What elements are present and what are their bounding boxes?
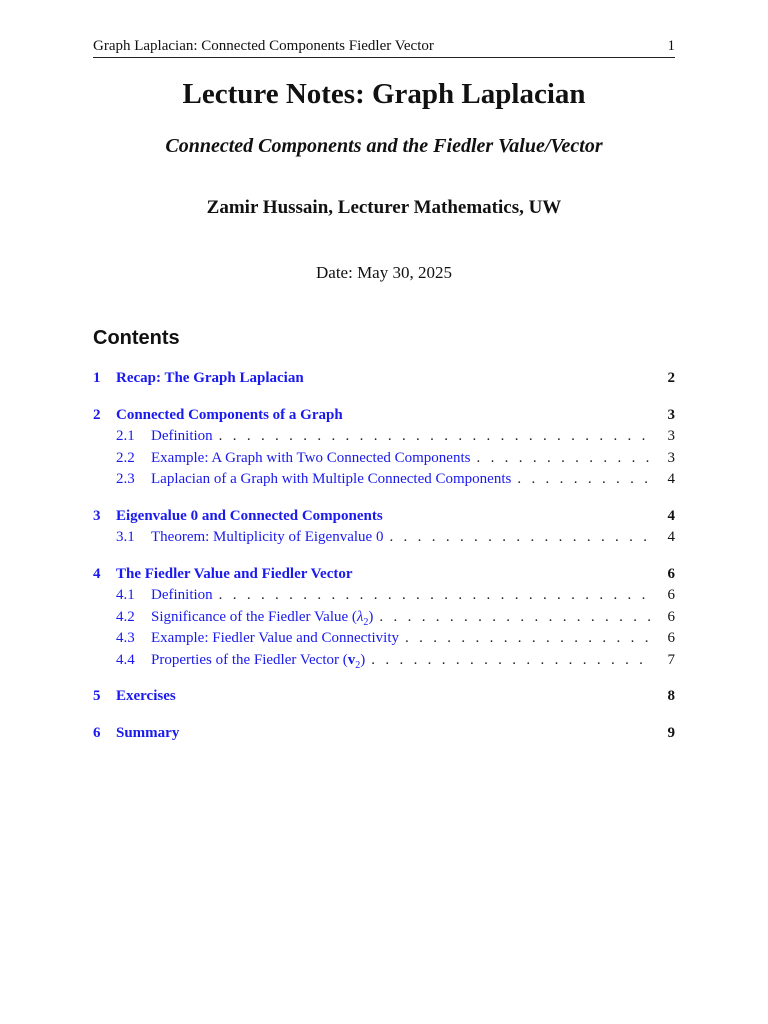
toc-subsection-number[interactable]: 4.3	[116, 630, 135, 646]
contents-heading: Contents	[93, 327, 180, 349]
v2-math: $v_2$	[347, 651, 361, 671]
toc-page-number: 4	[667, 507, 675, 524]
toc-page-number: 2	[667, 370, 675, 386]
toc-section-number[interactable]: 1	[93, 370, 101, 386]
dot-leader	[511, 469, 651, 491]
toc-section	[93, 686, 675, 708]
toc-section	[93, 405, 675, 491]
toc-page-number: 4	[667, 529, 675, 545]
toc-section-link[interactable]: Summary	[116, 724, 180, 741]
toc-section-number[interactable]: 2	[93, 406, 101, 423]
toc-subsection-entry[interactable]	[93, 585, 675, 607]
toc-section-number[interactable]: 4	[93, 565, 101, 582]
toc-subsection-link[interactable]: Laplacian of a Graph with Multiple Connected Components	[151, 471, 512, 487]
dot-leader	[399, 628, 651, 650]
toc-page-number: 3	[667, 428, 675, 444]
toc-subsection-entry[interactable]	[93, 426, 675, 448]
toc-page-number: 3	[667, 449, 675, 466]
dot-leader	[373, 607, 651, 629]
toc-section-entry[interactable]	[93, 368, 675, 390]
toc-subsection-title-close: )	[360, 651, 366, 668]
toc-section	[93, 564, 675, 672]
toc-subsection-link[interactable]	[151, 650, 365, 677]
document-date: Date: May 30, 2025	[316, 263, 452, 282]
toc-section-entry[interactable]	[93, 686, 675, 708]
toc-page-number: 7	[667, 651, 675, 668]
running-title: Graph Laplacian: Connected Components Fiedler Vector	[93, 38, 434, 54]
toc-section-entry[interactable]	[93, 564, 675, 586]
toc-subsection-entry[interactable]	[93, 607, 675, 629]
toc-subsection-number[interactable]: 2.3	[116, 471, 135, 487]
toc-section-link[interactable]: Exercises	[116, 688, 176, 704]
toc-section-entry[interactable]	[93, 405, 675, 427]
page-number: 1	[667, 38, 675, 54]
toc-subsection-number[interactable]: 4.4	[116, 651, 135, 668]
toc-section-number[interactable]: 5	[93, 688, 101, 704]
toc-page-number: 6	[667, 587, 675, 603]
toc-page-number: 4	[667, 471, 675, 487]
toc-section-link[interactable]: Connected Components of a Graph	[116, 406, 343, 423]
toc-section-entry[interactable]	[93, 723, 675, 745]
toc-section-number[interactable]: 3	[93, 507, 101, 524]
toc-subsection-number[interactable]: 4.2	[116, 608, 135, 625]
dot-leader	[470, 448, 651, 470]
toc-subsection-link[interactable]: Example: Fiedler Value and Connectivity	[151, 630, 399, 646]
toc-page-number: 6	[667, 630, 675, 646]
toc-subsection-link[interactable]: Theorem: Multiplicity of Eigenvalue 0	[151, 529, 384, 545]
dot-leader	[365, 650, 651, 672]
toc-page-number: 6	[667, 608, 675, 625]
math-subscript: 2	[363, 616, 369, 628]
toc-subsection-number[interactable]: 2.1	[116, 428, 135, 444]
running-header	[93, 38, 675, 58]
toc-subsection-title-text: Properties of the Fiedler Vector (	[151, 651, 348, 668]
toc-subsection-entry[interactable]	[93, 527, 675, 549]
toc-section-link[interactable]: Recap: The Graph Laplacian	[116, 370, 304, 386]
document-subtitle: Connected Components and the Fiedler Value/Vector	[165, 135, 603, 157]
toc-subsection-link[interactable]: Definition	[151, 587, 213, 603]
toc-subsection-entry[interactable]	[93, 448, 675, 470]
toc-subsection-link[interactable]: Definition	[151, 428, 213, 444]
dot-leader	[213, 585, 651, 607]
toc-subsection-entry[interactable]	[93, 650, 675, 672]
toc-subsection-entry[interactable]	[93, 469, 675, 491]
document-author: Zamir Hussain, Lecturer Mathematics, UW	[206, 197, 562, 218]
dot-leader	[213, 426, 651, 448]
toc-section-link[interactable]: Eigenvalue 0 and Connected Components	[116, 507, 383, 524]
dot-leader	[383, 527, 651, 549]
toc-subsection-link[interactable]: Example: A Graph with Two Connected Components	[151, 449, 471, 466]
toc-section	[93, 368, 675, 390]
toc-section-link[interactable]: The Fiedler Value and Fiedler Vector	[116, 565, 353, 582]
toc-page-number: 3	[667, 406, 675, 423]
toc-section-entry[interactable]	[93, 506, 675, 528]
lambda2-math: $\lambda_2$	[356, 608, 369, 628]
table-of-contents	[93, 368, 675, 759]
math-subscript: 2	[355, 659, 361, 671]
toc-page-number: 9	[667, 724, 675, 741]
toc-subsection-entry[interactable]	[93, 628, 675, 650]
toc-section-number[interactable]: 6	[93, 724, 101, 741]
toc-subsection-title-text: Significance of the Fiedler Value (	[151, 608, 357, 625]
toc-subsection-title-close: )	[368, 608, 374, 625]
toc-section	[93, 723, 675, 745]
toc-subsection-number[interactable]: 4.1	[116, 587, 135, 603]
document-title: Lecture Notes: Graph Laplacian	[182, 78, 586, 110]
toc-page-number: 6	[667, 565, 675, 582]
toc-subsection-number[interactable]: 2.2	[116, 449, 135, 466]
toc-section	[93, 506, 675, 549]
toc-page-number: 8	[667, 688, 675, 704]
toc-subsection-number[interactable]: 3.1	[116, 529, 135, 545]
